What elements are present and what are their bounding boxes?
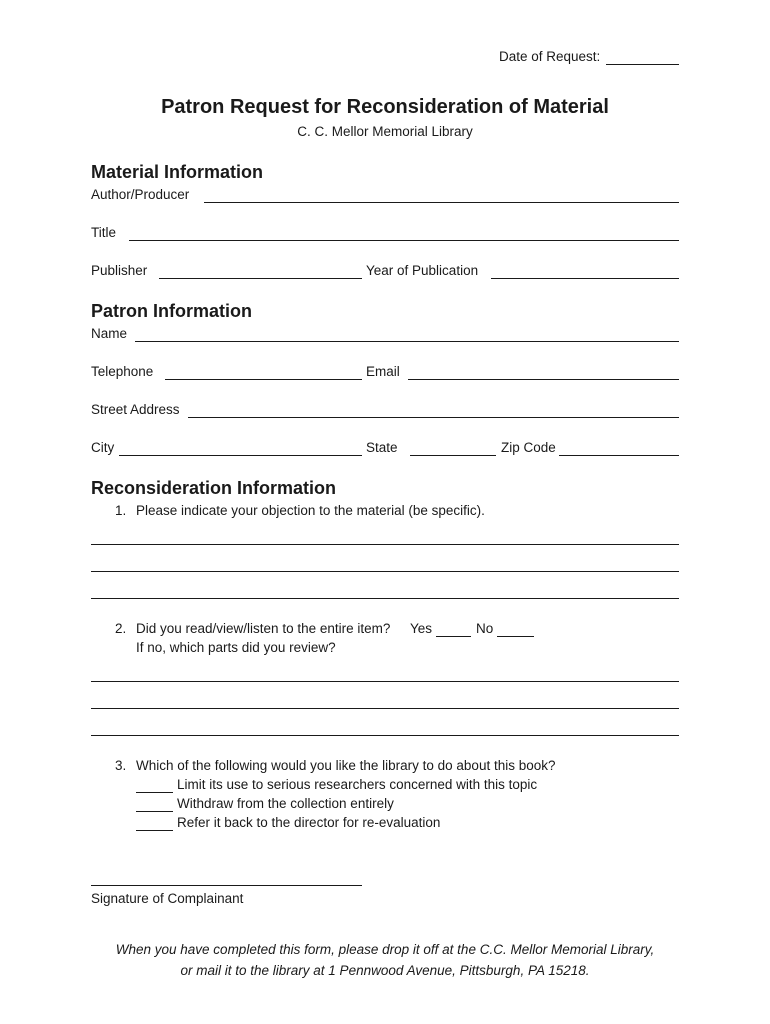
footer-instructions-line-2: or mail it to the library at 1 Pennwood Avenue, Pittsburgh, PA 15218. [180,963,590,978]
option-refer-back-label: Refer it back to the director for re-evaluation [177,815,441,830]
objection-answer-line[interactable] [91,571,679,572]
publisher-field[interactable] [159,278,362,279]
library-name: C. C. Mellor Memorial Library [297,124,473,139]
question-2-followup: If no, which parts did you review? [136,640,336,655]
street-address-field[interactable] [188,417,679,418]
state-label: State [366,440,398,455]
date-of-request-label: Date of Request: [499,49,601,64]
option-withdraw-blank[interactable] [136,811,173,812]
street-address-label: Street Address [91,402,180,417]
objection-answer-line[interactable] [91,598,679,599]
objection-answer-line[interactable] [91,544,679,545]
question-2-number: 2. [115,621,127,636]
question-2-no-label: No [476,621,494,636]
title-field[interactable] [129,240,679,241]
city-field[interactable] [119,455,362,456]
material-information-heading: Material Information [91,162,264,182]
parts-reviewed-answer-line[interactable] [91,708,679,709]
footer-instructions-line-1: When you have completed this form, please drop it off at the C.C. Mellor Memorial Library, [115,942,655,957]
signature-label: Signature of Complainant [91,891,244,906]
city-label: City [91,440,115,455]
option-withdraw-label: Withdraw from the collection entirely [177,796,394,811]
year-of-publication-label: Year of Publication [366,263,479,278]
email-field[interactable] [408,379,679,380]
question-2-yes-label: Yes [410,621,433,636]
telephone-label: Telephone [91,364,154,379]
question-1-text: Please indicate your objection to the material (be specific). [136,503,485,518]
zip-code-label: Zip Code [501,440,556,455]
title-label: Title [91,225,117,240]
question-2-yes-field[interactable] [436,636,471,637]
author-producer-field[interactable] [204,202,679,203]
patron-information-heading: Patron Information [91,301,252,321]
question-1-number: 1. [115,503,127,518]
parts-reviewed-answer-line[interactable] [91,681,679,682]
name-field[interactable] [135,341,679,342]
question-2-text: Did you read/view/listen to the entire item? [136,621,391,636]
email-label: Email [366,364,400,379]
author-producer-label: Author/Producer [91,187,190,202]
question-3-number: 3. [115,758,127,773]
reconsideration-information-heading: Reconsideration Information [91,478,337,498]
publisher-label: Publisher [91,263,148,278]
zip-code-field[interactable] [559,455,679,456]
question-2-no-field[interactable] [497,636,534,637]
year-of-publication-field[interactable] [491,278,679,279]
option-refer-back-blank[interactable] [136,830,173,831]
parts-reviewed-answer-line[interactable] [91,735,679,736]
name-label: Name [91,326,128,341]
page-title: Patron Request for Reconsideration of Material [161,96,609,118]
date-of-request-field[interactable] [606,64,679,65]
question-3-text: Which of the following would you like the library to do about this book? [136,758,556,773]
signature-field[interactable] [91,885,362,886]
option-limit-use-label: Limit its use to serious researchers concerned with this topic [177,777,538,792]
telephone-field[interactable] [165,379,362,380]
option-limit-use-blank[interactable] [136,792,173,793]
state-field[interactable] [410,455,496,456]
